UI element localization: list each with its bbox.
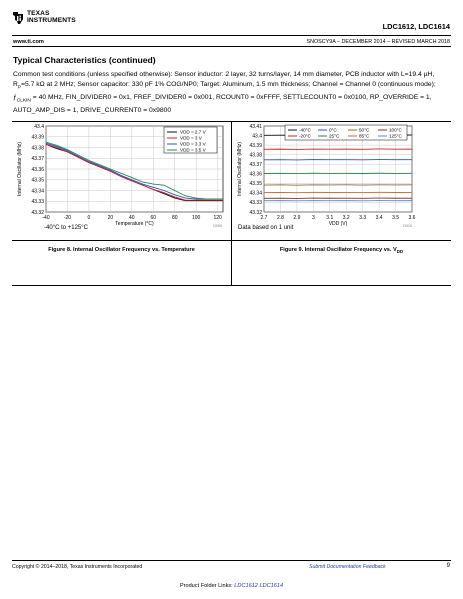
fig8-y-tick-label: 43.4 bbox=[34, 123, 44, 130]
doc-number: SNOSCY9A – DECEMBER 2014 – REVISED MARCH 2018 bbox=[306, 39, 450, 45]
header-rule bbox=[12, 35, 451, 36]
folder-link-ldc1612[interactable]: LDC1612 bbox=[234, 583, 258, 589]
fig9-x-tick-label: 3.6 bbox=[408, 215, 416, 221]
chart-temperature bbox=[12, 122, 231, 234]
fig8-x-tick-label: -40 bbox=[42, 215, 50, 221]
figure-8-note: -40°C to +125°C bbox=[44, 225, 88, 231]
fig8-x-tick-label: 40 bbox=[129, 215, 135, 221]
fig9-y-tick-label: 43.41 bbox=[249, 123, 262, 130]
fig8-x-tick-label: 0 bbox=[87, 215, 91, 221]
ti-logo-icon bbox=[12, 11, 24, 25]
figure-9-caption-sub: DD bbox=[396, 249, 404, 255]
feedback-link[interactable]: Submit Documentation Feedback bbox=[309, 564, 386, 570]
fig9-y-tick-label: 43.35 bbox=[249, 181, 262, 188]
fig8-y-tick-label: 43.32 bbox=[31, 209, 44, 216]
conditions-part-1: Common test conditions (unless specified otherwise): Sensor inductor: 2 layer, 32 turns/layer, 14 mm diameter, PCB inductor with L=19.4 µH, R bbox=[13, 71, 435, 88]
chart-vdd bbox=[232, 122, 451, 234]
fig8-x-tick-label: 100 bbox=[192, 215, 201, 221]
fig8-y-tick-label: 43.38 bbox=[31, 145, 44, 152]
fig9-x-tick-label: 3.4 bbox=[375, 215, 383, 221]
conditions-part-2: =5.7 kΩ at 2 MHz; Sensor capacitor: 330 pF 1% COG/NP0; Target: Aluminum, 1.5 mm thickness; Channel = Channel 0 (continuous mode); ƒ bbox=[13, 80, 436, 101]
fig9-y-tick-label: 43.33 bbox=[249, 200, 262, 207]
page-number: 9 bbox=[446, 563, 450, 569]
fig9-legend-label: 100°C bbox=[389, 127, 402, 133]
figure-8-caption: Figure 8. Internal Oscillator Frequency vs. Temperature bbox=[48, 247, 195, 253]
fig9-y-tick-label: 43.34 bbox=[249, 190, 262, 197]
section-title: Typical Characteristics (continued) bbox=[13, 55, 156, 65]
fig9-legend-label: 125°C bbox=[389, 133, 402, 139]
fig9-x-tick-label: 3.3 bbox=[359, 215, 367, 221]
figure-9-note: Data based on 1 unit bbox=[238, 225, 294, 231]
fig8-y-tick-label: 43.37 bbox=[31, 156, 44, 163]
copyright: Copyright © 2014–2018, Texas Instruments Incorporated bbox=[12, 564, 143, 570]
fig9-legend-label: 0°C bbox=[329, 127, 337, 133]
fig8-x-tick-label: 120 bbox=[213, 215, 222, 221]
caption-rule bbox=[12, 240, 451, 241]
fig8-legend-label: VDD = 3.5 V bbox=[180, 147, 206, 153]
figure-bottom-rule bbox=[12, 285, 451, 286]
fig9-y-tick-label: 43.4 bbox=[252, 133, 262, 140]
fig8-legend-label: VDD = 3.3 V bbox=[180, 141, 206, 147]
fig8-x-axis-label: Temperature (°C) bbox=[115, 221, 154, 227]
fig9-x-tick-label: 3.5 bbox=[392, 215, 400, 221]
fclk-subscript: CLKIN bbox=[16, 98, 31, 104]
fig9-x-tick-label: 2.9 bbox=[293, 215, 301, 221]
website-link[interactable]: www.ti.com bbox=[13, 39, 44, 45]
fig9-x-tick-label: 3.2 bbox=[342, 215, 350, 221]
fig8-y-tick-label: 43.39 bbox=[31, 134, 44, 141]
fig8-y-axis-label: Internal Oscillator (MHz) bbox=[17, 142, 23, 196]
fig9-legend-label: 25°C bbox=[329, 133, 340, 139]
fig9-y-axis-label: Internal Oscillator (MHz) bbox=[237, 142, 243, 196]
ti-logo bbox=[12, 11, 76, 25]
fig9-legend-label: -20°C bbox=[299, 133, 311, 139]
fig9-y-tick-label: 43.38 bbox=[249, 152, 262, 159]
fig8-y-tick-label: 43.35 bbox=[31, 177, 44, 184]
header-rule-2 bbox=[12, 46, 451, 47]
fig9-x-tick-label: 3.1 bbox=[326, 215, 334, 221]
product-folder-links bbox=[0, 583, 463, 589]
fig8-y-tick-label: 43.36 bbox=[31, 166, 44, 173]
fig9-legend-label: 85°C bbox=[359, 133, 370, 139]
fig9-y-tick-label: 43.37 bbox=[249, 162, 262, 169]
fig8-code: D009 bbox=[213, 224, 222, 228]
fig8-x-tick-label: 20 bbox=[107, 215, 114, 221]
fig8-legend-label: VDD = 3 V bbox=[180, 135, 202, 141]
folder-prefix: Product Folder Links: bbox=[179, 583, 235, 589]
figure-9-caption-text: Figure 9. Internal Oscillator Frequency vs. V bbox=[279, 247, 397, 253]
fig8-x-tick-label: -20 bbox=[63, 215, 72, 221]
fig8-legend-label: VDD = 2.7 V bbox=[180, 129, 206, 135]
part-numbers: LDC1612, LDC1614 bbox=[382, 22, 450, 31]
fig9-code: D010 bbox=[403, 224, 412, 228]
logo-line-2: INSTRUMENTS bbox=[27, 17, 76, 24]
fig9-y-tick-label: 43.36 bbox=[249, 171, 262, 178]
figure-9-caption bbox=[232, 247, 451, 254]
conditions-part-3: = 40 MHz, FIN_DIVIDER0 = 0x1, FREF_DIVIDER0 = 0x001, RCOUNT0 = 0xFFFF, SETTLECOUNT0 = 0x0100, RP_OVERRIDE = 1, AUTO_AMP_DIS = 1, DRIVE_CURRENT0 = 0x9800 bbox=[13, 93, 432, 115]
fig9-x-tick-label: 2.7 bbox=[260, 215, 268, 221]
fig9-y-tick-label: 43.32 bbox=[249, 209, 262, 216]
rp-subscript: P bbox=[17, 85, 22, 91]
fig8-y-tick-label: 43.33 bbox=[31, 199, 44, 206]
fig9-x-tick-label: 2.8 bbox=[276, 215, 284, 221]
fig9-x-tick-label: 3 bbox=[311, 215, 315, 221]
fig8-x-tick-label: 80 bbox=[171, 215, 178, 221]
test-conditions bbox=[13, 70, 453, 116]
fig8-x-tick-label: 60 bbox=[150, 215, 157, 221]
fig9-legend-label: 50°C bbox=[359, 127, 370, 133]
folder-link-ldc1614[interactable]: LDC1614 bbox=[259, 583, 284, 589]
fig9-legend-label: -40°C bbox=[299, 127, 311, 133]
footer-rule bbox=[12, 560, 451, 561]
fig9-y-tick-label: 43.39 bbox=[249, 142, 262, 149]
fig8-y-tick-label: 43.34 bbox=[31, 188, 44, 195]
logo-line-1: TEXAS bbox=[27, 10, 50, 18]
fig9-x-axis-label: VDD (V) bbox=[328, 221, 348, 227]
